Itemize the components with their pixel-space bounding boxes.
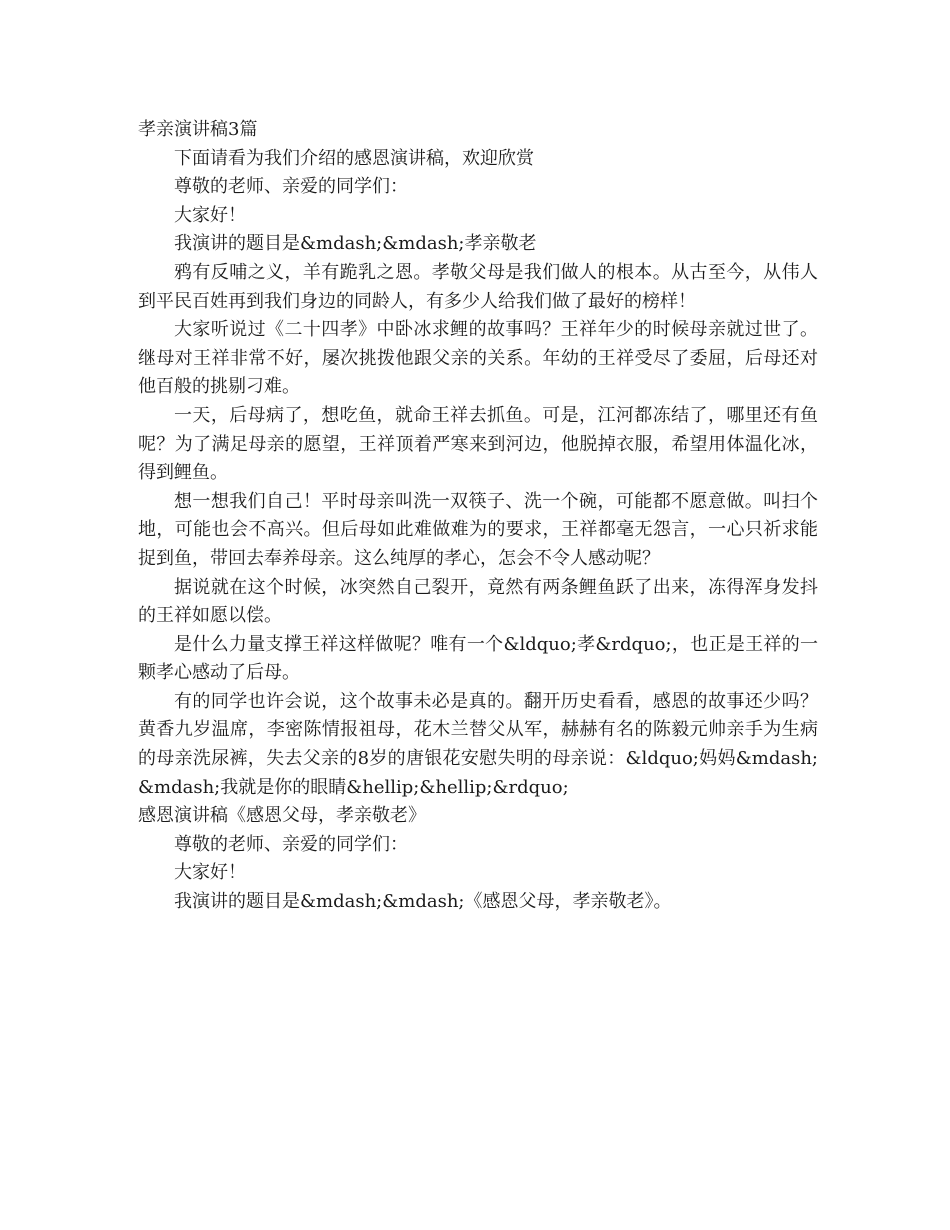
paragraph: 大家好！	[174, 862, 246, 884]
paragraph: 是什么力量支撑王祥这样做呢？唯有一个&ldquo;孝&rdquo;，也正是王祥的一颗孝心感动了后母。	[138, 633, 818, 684]
paragraph: 尊敬的老师、亲爱的同学们：	[174, 176, 408, 198]
paragraph: 据说就在这个时候，冰突然自己裂开，竟然有两条鲤鱼跃了出来，冻得浑身发抖的王祥如愿以偿。	[138, 576, 818, 627]
paragraph: 我演讲的题目是&mdash;&mdash;孝亲敬老	[174, 233, 537, 255]
paragraph: 大家好！	[174, 204, 246, 226]
section-heading: 感恩演讲稿《感恩父母，孝亲敬老》	[138, 805, 426, 827]
paragraph: 一天，后母病了，想吃鱼，就命王祥去抓鱼。可是，江河都冻结了，哪里还有鱼呢？为了满足母亲的愿望，王祥顶着严寒来到河边，他脱掉衣服，希望用体温化冰，得到鲤鱼。	[138, 404, 818, 484]
paragraph: 尊敬的老师、亲爱的同学们：	[174, 833, 408, 855]
paragraph: 有的同学也许会说，这个故事未必是真的。翻开历史看看，感恩的故事还少吗？黄香九岁温席，李密陈情报祖母，花木兰替父从军，赫赫有名的陈毅元帅亲手为生病的母亲洗尿裤，失去父亲的8岁的唐银花安慰失明的母亲说：&ldquo;妈妈&mdash;&mdash;我就是你的眼睛&hellip;&hellip;&rdquo;	[138, 690, 818, 798]
paragraph: 我演讲的题目是&mdash;&mdash;《感恩父母，孝亲敬老》。	[174, 891, 672, 913]
paragraph: 下面请看为我们介绍的感恩演讲稿，欢迎欣赏	[174, 147, 534, 169]
paragraph: 大家听说过《二十四孝》中卧冰求鲤的故事吗？王祥年少的时候母亲就过世了。继母对王祥非常不好，屡次挑拨他跟父亲的关系。年幼的王祥受尽了委屈，后母还对他百般的挑剔刁难。	[138, 319, 818, 398]
paragraph: 鸦有反哺之义，羊有跪乳之恩。孝敬父母是我们做人的根本。从古至今，从伟人到平民百姓再到我们身边的同龄人，有多少人给我们做了最好的榜样！	[138, 261, 818, 312]
paragraph: 想一想我们自己！平时母亲叫洗一双筷子、洗一个碗，可能都不愿意做。叫扫个地，可能也会不高兴。但后母如此难做难为的要求，王祥都毫无怨言，一心只祈求能捉到鱼，带回去奉养母亲。这么纯厚的孝心，怎会不令人感动呢？	[138, 490, 818, 569]
document-title: 孝亲演讲稿3篇	[138, 119, 258, 140]
document-body	[138, 116, 818, 917]
